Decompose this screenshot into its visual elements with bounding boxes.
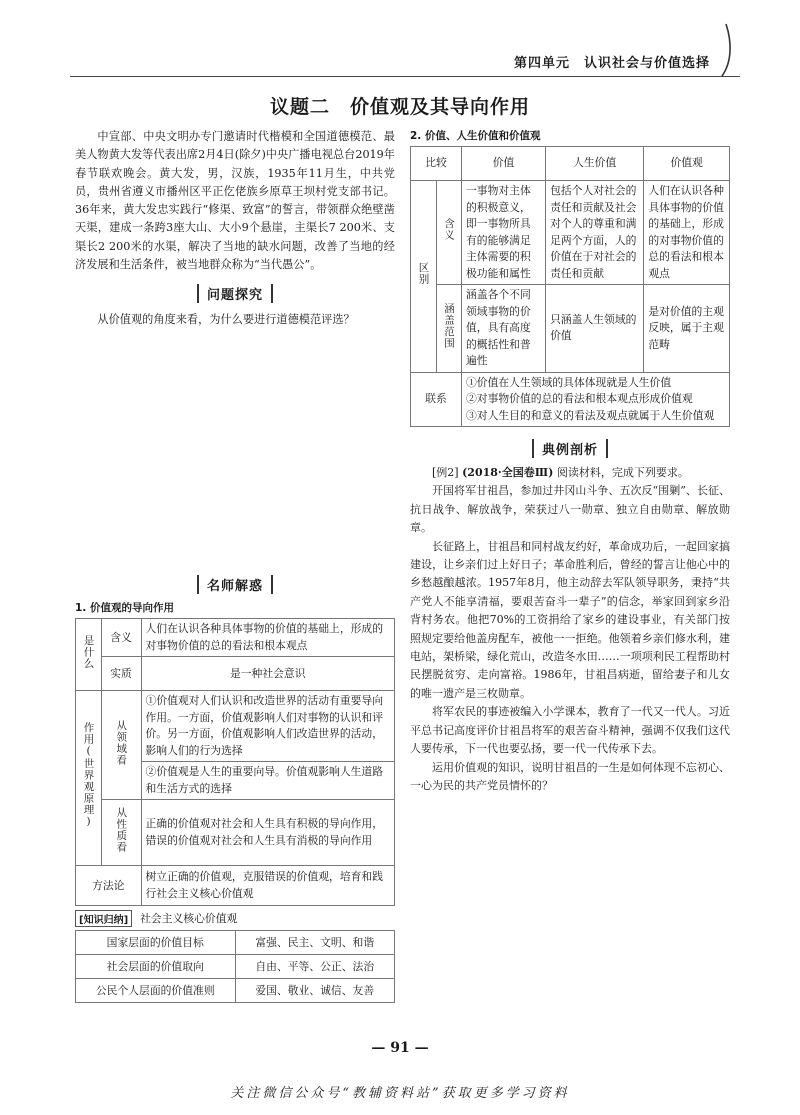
intro-paragraph: 中宣部、中央文明办专门邀请时代楷模和全国道德模范、最美人物黄大发等代表出席2月4日(除夕)中央广播电视总台2019年春节联欢晚会。黄大发，男，汉族，1935年11月生，中共党员，贵州省遵义市播州区平正仡佬族乡原草王坝村党支部书记。36年来，黄大发忠实践行“修渠、致富”的誓言，带领群众绝壁凿天渠，建成一条跨3座大山、大小9个悬崖，主渠长7 200米、支渠长2 200米的水渠，解决了当地的缺水问题，改善了当地的经济发展和生活条件，被当地群众称为“当代愚公”。 [75, 130, 395, 272]
core-values-table [75, 930, 395, 1003]
link-item: ②对事物价值的总的看法和根本观点形成价值观 [466, 392, 693, 405]
scope-label: 涵盖范围 [443, 302, 455, 349]
right-column [410, 128, 730, 795]
role-label: 作用(世界观原理) [82, 722, 95, 829]
table-row [76, 979, 395, 1003]
scope-life: 只涵盖人生领域的价值 [546, 285, 644, 373]
link-item: ①价值在人生领域的具体体现就是人生价值 [466, 375, 672, 389]
section-heading-example: 典例剖析 [410, 439, 730, 458]
method-label: 方法论 [76, 866, 142, 906]
scope-value: 涵盖各个不同领域事物的价值，具有高度的概括性和普遍性 [462, 285, 546, 373]
col-value: 价值 [462, 147, 546, 181]
knowledge-title: 社会主义核心价值观 [140, 912, 238, 926]
method-text: 树立正确的价值观，克服错误的价值观，培育和践行社会主义核心价值观 [141, 866, 395, 906]
meaning-life: 包括个人对社会的责任和贡献及社会对个人的尊重和满足两个方面，人的价值在于对社会的责任和贡献 [546, 181, 644, 285]
core-level: 社会层面的价值取向 [76, 955, 236, 979]
table-row [76, 955, 395, 979]
subheading-guiding-role: 1. 价值观的导向作用 [75, 602, 174, 615]
unit-title: 第四单元 认识社会与价值选择 [513, 56, 710, 71]
meaning-view: 人们在认识各种具体事物的价值的基础上，形成的对事物价值的总的看法和根本观点 [644, 181, 730, 285]
example-label: [例2] [432, 466, 459, 479]
example-paragraph-3: 将军农民的事迹被编入小学课本，教育了一代又一代人。习近平总书记高度评价甘祖昌将军的艰苦奋斗精神，强调不仅我们这代人要传承，下一代也要弘扬，要一代一代传承下去。 [410, 705, 730, 756]
header-decoration-icon [718, 22, 740, 78]
essence-label: 实质 [101, 657, 141, 691]
example-instruction: 阅读材料，完成下列要求。 [556, 466, 689, 479]
page-title: 议题二 价值观及其导向作用 [269, 96, 530, 118]
what-label: 是什么 [82, 634, 95, 670]
link-label: 联系 [411, 372, 462, 427]
value-comparison-table [410, 146, 730, 427]
example-paragraph-2: 长征路上，甘祖昌和同村战友约好，革命成功后，一起回家搞建设，让乡亲们过上好日子；革命胜利后，曾经的誓言让他心中的乡愁越酿越浓。1957年8月，他主动辞去军队领导职务，秉持“共产党人不能享清福，要艰苦奋斗一辈子”的信念，举家回到家乡沿背村务农。他把70%的工资捐给了家乡的建设事业，有关部门按照规定要给他盖房配车，被他一一拒绝。他领着乡亲们修水利，建电站，架桥梁，绿化荒山，改造冬水田……一项项利民工程帮助村民摆脱贫穷、走向富裕。1986年，甘祖昌病逝，留给妻子和儿女的唯一遗产是三枚勋章。 [410, 539, 730, 700]
core-values-text: 富强、民主、文明、和谐 [235, 931, 395, 955]
knowledge-tag: [知识归纳] [75, 910, 132, 927]
guiding-role-table [75, 618, 395, 906]
knowledge-summary [75, 910, 395, 927]
core-level: 国家层面的价值目标 [76, 931, 236, 955]
left-column [75, 128, 395, 1003]
domain-label: 从领域看 [115, 719, 128, 766]
footer-note: 关注微信公众号“教辅资料站”获取更多学习资料 [230, 1086, 570, 1101]
example-paragraph-1: 开国将军甘祖昌，参加过井冈山斗争、五次反“围剿”、长征、抗日战争、解放战争，荣获过八一勋章、独立自由勋章、解放勋章。 [410, 484, 730, 535]
example-source: (2018·全国卷Ⅲ) [462, 466, 554, 479]
nature-label: 从性质看 [115, 807, 128, 854]
meaning-value: 一事物对主体的积极意义，即一事物所具有的能够满足主体需要的积极功能和属性 [462, 181, 546, 285]
answer-space [75, 329, 395, 565]
scope-view: 是对价值的主观反映，属于主观范畴 [644, 285, 730, 373]
compare-label: 比较 [411, 147, 462, 181]
domain-text-1: ①价值观对人们认识和改造世界的活动有重要导向作用。一方面，价值观影响人们对事物的认识和评价。另一方面，价值观影响人们改造世界的活动，影响人们的行为选择 [141, 691, 395, 762]
col-life-value: 人生价值 [546, 147, 644, 181]
meaning-label: 含义 [443, 218, 455, 242]
domain-text-2: ②价值观是人生的重要向导。价值观影响人生道路和生活方式的选择 [141, 762, 395, 800]
table-row [76, 931, 395, 955]
page-number: — 91 — [371, 1040, 429, 1056]
section-heading-inquiry: 问题探究 [75, 284, 395, 303]
meaning-text: 人们在认识各种具体事物的价值的基础上，形成的对事物价值的总的看法和根本观点 [141, 619, 395, 657]
core-values-text: 自由、平等、公正、法治 [235, 955, 395, 979]
example-block [410, 464, 730, 795]
example-question: 运用价值观的知识，说明甘祖昌的一生是如何体现不忘初心、一心为民的共产党员情怀的？ [410, 760, 730, 792]
difference-label: 区别 [417, 262, 430, 285]
section-heading-explanation: 名师解惑 [75, 575, 395, 594]
inquiry-question: 从价值观的角度来看，为什么要进行道德模范评选？ [97, 313, 355, 327]
link-item: ③对人生目的和意义的看法及观点就属于人生价值观 [466, 408, 715, 422]
nature-text: 正确的价值观对社会和人生具有积极的导向作用，错误的价值观对社会和人生具有消极的导向作用 [141, 800, 395, 866]
col-value-view: 价值观 [644, 147, 730, 181]
meaning-label: 含义 [101, 619, 141, 657]
header-rule [70, 76, 740, 77]
core-level: 公民个人层面的价值准则 [76, 979, 236, 1003]
subheading-value-comparison: 2. 价值、人生价值和价值观 [410, 130, 541, 142]
essence-text: 是一种社会意识 [141, 657, 395, 691]
core-values-text: 爱国、敬业、诚信、友善 [235, 979, 395, 1003]
page-header [0, 0, 800, 80]
